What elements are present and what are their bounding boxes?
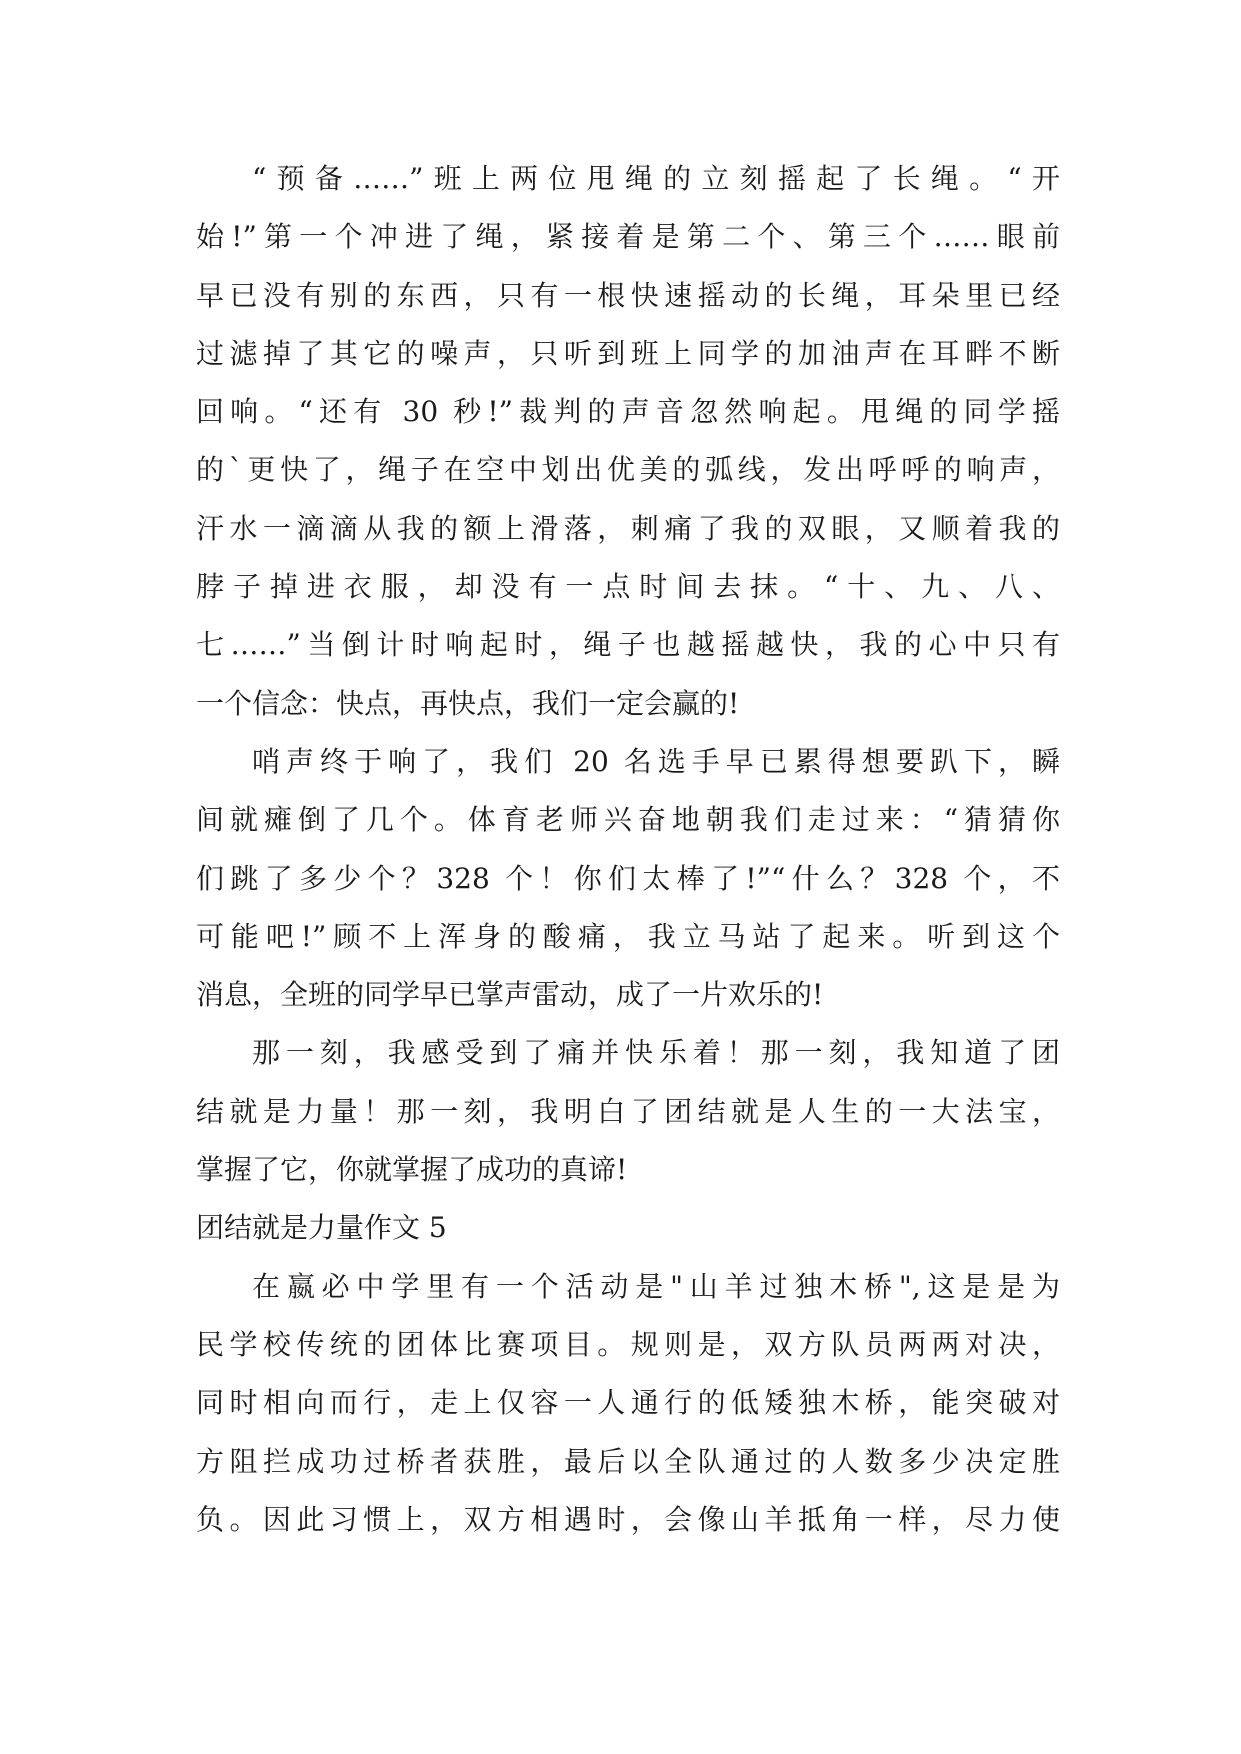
paragraph-line: 同时相向而行，走上仅容一人通行的低矮独木桥，能突破对 [196,1386,1060,1420]
paragraph-line: 汗水一滴滴从我的额上滑落，刺痛了我的双眼，又顺着我的 [196,511,1060,545]
paragraph-line: 民学校传统的团体比赛项目。规则是，双方队员两两对决， [196,1327,1060,1361]
paragraph-line: 消息，全班的同学早已掌声雷动，成了一片欢乐的! [196,978,824,1012]
paragraph-line: 脖子掉进衣服，却没有一点时间去抹。“十、九、八、 [196,570,1060,604]
paragraph-line: 负。因此习惯上，双方相遇时，会像山羊抵角一样，尽力使 [196,1502,1060,1536]
paragraph-line: 始!”第一个冲进了绳，紧接着是第二个、第三个……眼前 [196,220,1060,254]
paragraph-line: “预备……”班上两位甩绳的立刻摇起了长绳。“开 [252,162,1060,195]
paragraph-line: 可能吧!”顾不上浑身的酸痛，我立马站了起来。听到这个 [196,919,1060,953]
paragraph-line: 掌握了它，你就掌握了成功的真谛! [196,1153,628,1187]
paragraph-line: 早已没有别的东西，只有一根快速摇动的长绳，耳朵里已经 [196,278,1060,312]
paragraph-line: 方阻拦成功过桥者获胜，最后以全队通过的人数多少决定胜 [196,1444,1060,1478]
paragraph-line: 结就是力量！那一刻，我明白了团结就是人生的一大法宝， [196,1094,1060,1128]
paragraph-line: 七……”当倒计时响起时，绳子也越摇越快，我的心中只有 [196,628,1060,662]
paragraph-line: 们跳了多少个？328 个！你们太棒了!”“什么？328 个，不 [196,861,1060,895]
paragraph-line: 的`更快了，绳子在空中划出优美的弧线，发出呼呼的响声， [196,453,1060,487]
section-heading: 团结就是力量作文 5 [196,1211,447,1245]
paragraph-line: 在嬴必中学里有一个活动是"山羊过独木桥",这是是为 [252,1269,1060,1303]
paragraph-line: 一个信念：快点，再快点，我们一定会赢的! [196,686,740,720]
paragraph-line: 那一刻，我感受到了痛并快乐着！那一刻，我知道了团 [252,1036,1060,1070]
paragraph-line: 间就瘫倒了几个。体育老师兴奋地朝我们走过来：“猜猜你 [196,803,1060,837]
paragraph-line: 回响。“还有 30 秒!”裁判的声音忽然响起。甩绳的同学摇 [196,395,1060,429]
paragraph-line: 哨声终于响了，我们 20 名选手早已累得想要趴下，瞬 [252,744,1060,778]
paragraph-line: 过滤掉了其它的噪声，只听到班上同学的加油声在耳畔不断 [196,336,1060,370]
document-body [196,150,1060,1549]
